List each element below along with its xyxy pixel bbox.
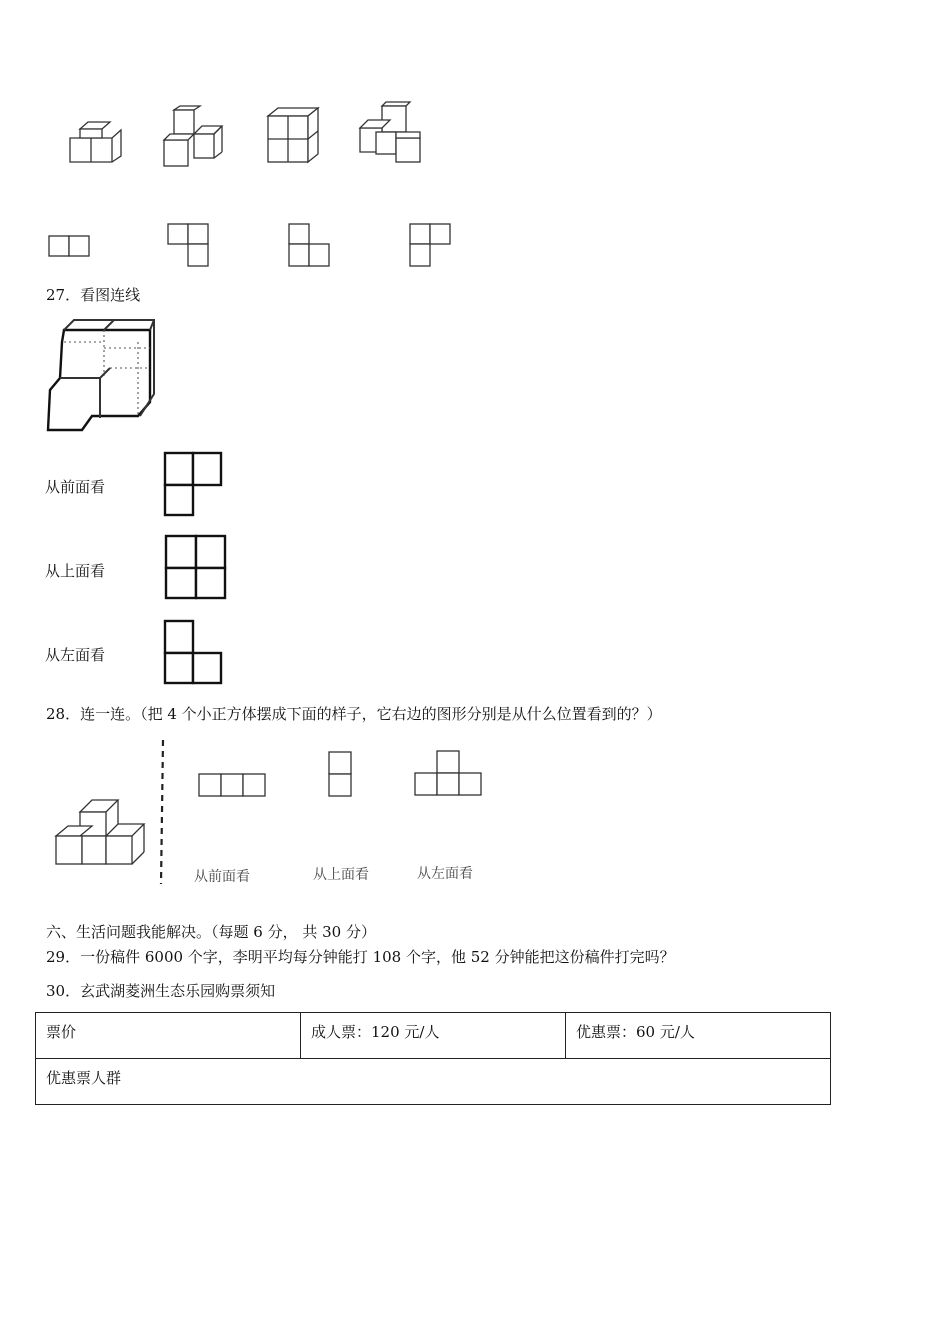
view-figure-4 (406, 222, 452, 268)
cube-figure-1 (66, 120, 126, 166)
q28-cube-drawing (52, 796, 150, 868)
question-27-title: 27．看图连线 (46, 286, 141, 304)
q27-view-a[interactable] (163, 451, 225, 519)
cube-figure-4 (358, 98, 424, 166)
q28-caption-top: 从上面看 (313, 867, 369, 883)
q28-view-t-shape[interactable] (413, 749, 483, 797)
section-6-title: 六、生活问题我能解决。（每题 6 分， 共 30 分） (46, 923, 376, 941)
q27-view-c[interactable] (163, 619, 225, 687)
adult-price-cell: 成人票：120 元/人 (301, 1013, 566, 1059)
question-30-title: 30．玄武湖菱洲生态乐园购票须知 (46, 982, 276, 1000)
q27-label-left: 从左面看 (45, 646, 106, 664)
question-28-title: 28．连一连。（把 4 个小正方体摆成下面的样子，它右边的图形分别是从什么位置看到的？） (46, 705, 662, 723)
q27-label-front: 从前面看 (45, 478, 106, 496)
q27-label-top: 从上面看 (45, 562, 106, 580)
table-row (36, 1059, 831, 1105)
q28-view-two-stacked[interactable] (327, 750, 355, 798)
q28-caption-front: 从前面看 (194, 869, 250, 885)
discount-price-cell: 优惠票：60 元/人 (566, 1013, 831, 1059)
question-29-text: 29．一份稿件 6000 个字，李明平均每分钟能打 108 个字，他 52 分钟能把这份稿件打完吗？ (46, 948, 675, 966)
ticket-price-table (35, 1012, 831, 1105)
discount-group-cell: 优惠票人群 (36, 1059, 831, 1105)
view-figure-1 (48, 234, 90, 258)
cube-figure-2 (162, 106, 226, 168)
view-figure-2 (166, 222, 210, 268)
q27-view-b[interactable] (164, 534, 228, 602)
q27-cube-drawing (44, 318, 160, 436)
q28-dashed-separator (158, 740, 166, 886)
view-figure-3 (287, 222, 331, 268)
table-row (36, 1013, 831, 1059)
q28-caption-left: 从左面看 (417, 866, 473, 882)
q28-view-three-in-row[interactable] (197, 772, 267, 798)
price-label-cell: 票价 (36, 1013, 301, 1059)
cube-figure-3 (264, 108, 322, 166)
